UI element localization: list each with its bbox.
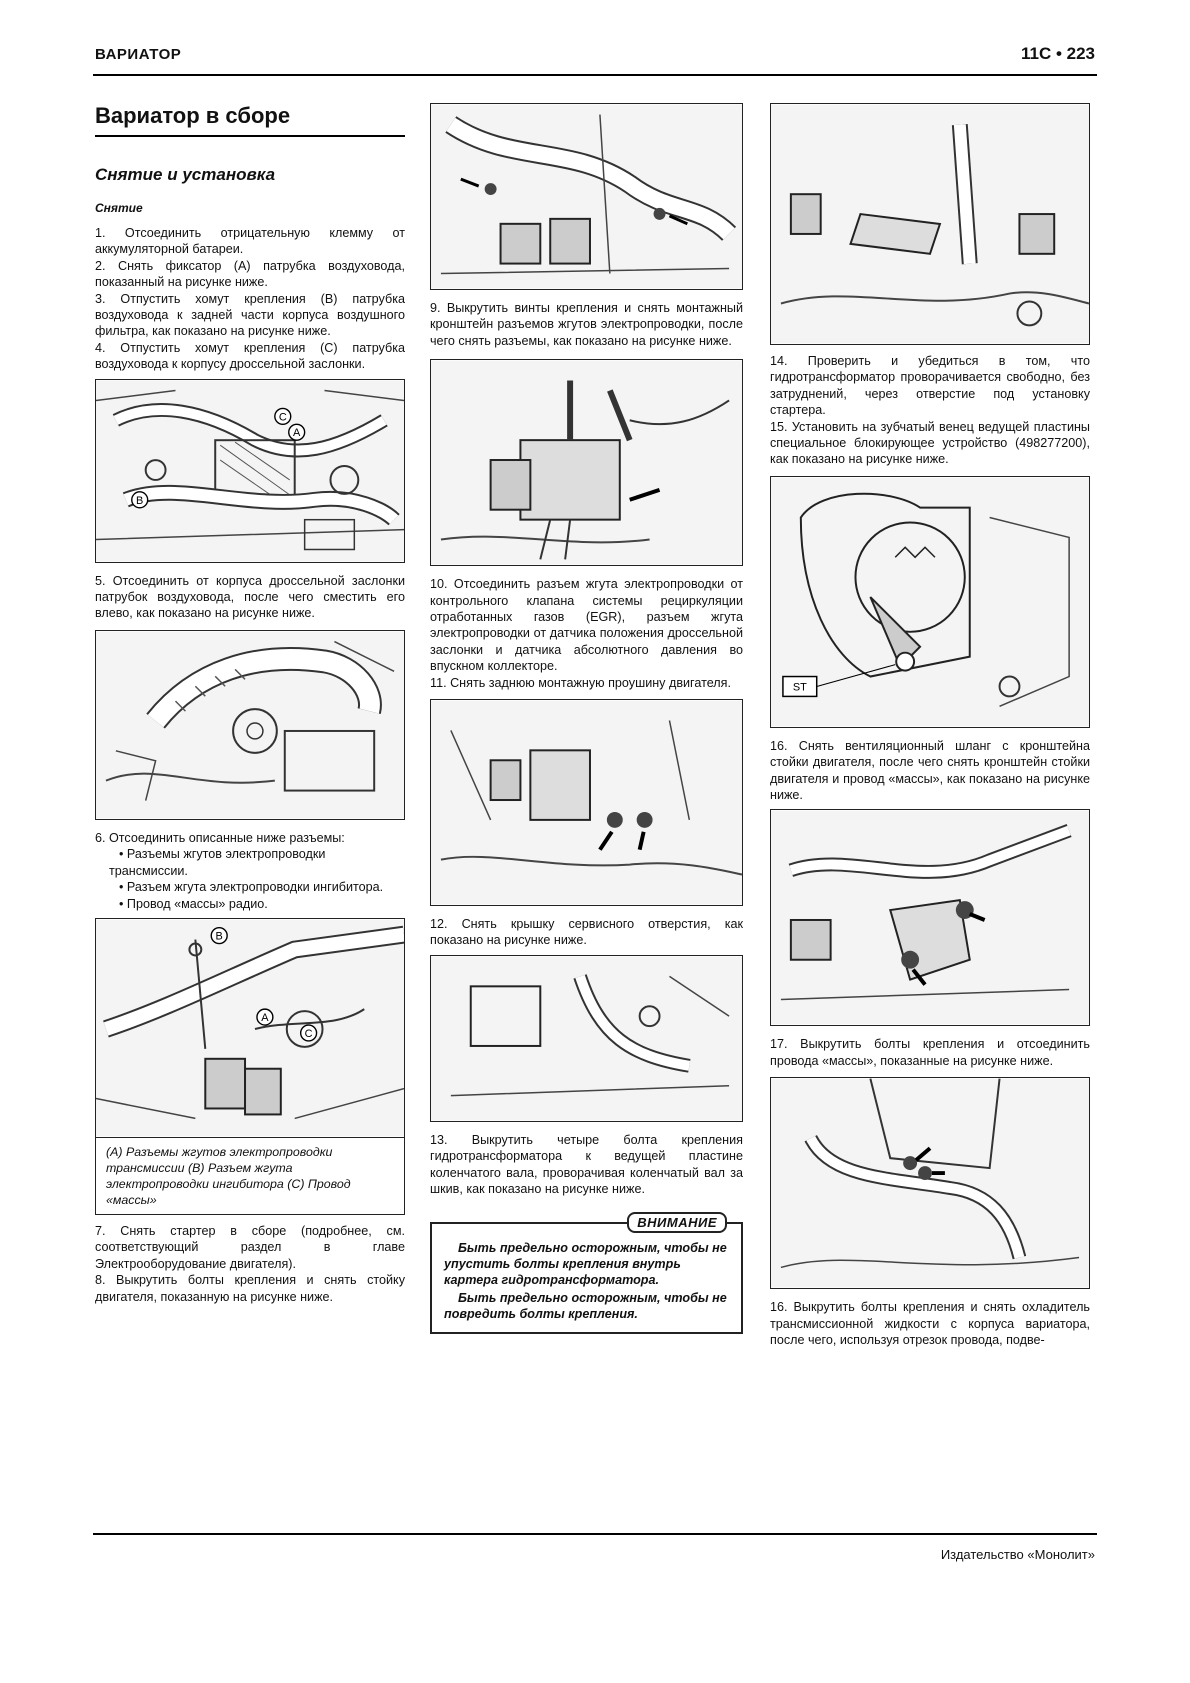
engine-illustration-1 — [96, 380, 404, 562]
warning-label: ВНИМАНИЕ — [627, 1212, 727, 1233]
figure-bracket — [430, 103, 743, 290]
step-10: 10. Отсоединить разъем жгута электропроводки от контрольного клапана системы рециркуляции отработанных газов (EGR), разъем жгута электропроводки от датчика положения дроссельной заслонки и датчика абсолютного давления во впускном коллекторе. — [430, 577, 743, 674]
column-1 — [95, 103, 405, 1305]
engine-illustration-7 — [431, 956, 742, 1121]
warning-box — [430, 1214, 743, 1334]
step-12: 12. Снять крышку сервисного отверстия, как показано на рисунке ниже. — [430, 917, 743, 948]
column-3 — [770, 103, 1090, 1349]
step-14: 14. Проверить и убедиться в том, что гидротрансформатор проворачивается свободно, без затруднений, через отверстие под установку стартера. — [770, 354, 1090, 418]
step-15: 15. Установить на зубчатый венец ведущей пластины специальное блокирующее устройство (498277200), как показано на рисунке ниже. — [770, 419, 1090, 467]
step-8: 8. Выкрутить болты крепления и снять стойку двигателя, показанную на рисунке ниже. — [95, 1273, 405, 1304]
figure-connectors — [95, 918, 405, 1138]
engine-illustration-3 — [96, 919, 404, 1137]
st-label: ST — [792, 681, 807, 694]
figure-engine-lug — [430, 699, 743, 906]
figure-fluid-cooler — [770, 1077, 1090, 1289]
engine-illustration-11 — [771, 1078, 1089, 1288]
step-17: 17. Выкрутить болты крепления и отсоединить провода «массы», показанные на рисунке ниже. — [770, 1037, 1090, 1068]
column-2 — [430, 103, 743, 1334]
engine-illustration-4 — [431, 104, 742, 289]
warning-2: Быть предельно осторожным, чтобы не повредить болты крепления. — [444, 1290, 727, 1321]
step-7: 7. Снять стартер в сборе (подробнее, см. соответствующий раздел в главе Электрооборудование двигателя). — [95, 1223, 405, 1271]
publisher: Издательство «Монолит» — [940, 1547, 1095, 1562]
figure-service-cover — [430, 955, 743, 1122]
step-5: 5. Отсоединить от корпуса дроссельной заслонки патрубок воздуховода, после чего сместить его влево, как показано на рисунке ниже. — [95, 573, 405, 621]
label-c: C — [278, 410, 287, 423]
label-c2: C — [304, 1027, 313, 1040]
subsection-title: Снятие — [95, 201, 143, 215]
engine-illustration-8 — [771, 104, 1089, 344]
bullet-3: • Провод «массы» радио. — [119, 896, 268, 911]
section-name: ВАРИАТОР — [95, 46, 182, 63]
figure-egr-connector — [430, 359, 743, 566]
step-11: 11. Снять заднюю монтажную проушину двигателя. — [430, 675, 731, 690]
step-13: 13. Выкрутить четыре болта крепления гидротрансформатора к ведущей пластине коленчатого вала, проворачивая коленчатый вал за шкив, как показано на рисунке ниже. — [430, 1132, 743, 1197]
bullet-1: • Разъемы жгутов электропроводки трансмиссии. — [109, 847, 326, 878]
step-1: 1. Отсоединить отрицательную клемму от аккумуляторной батареи. — [95, 226, 405, 257]
engine-illustration-9 — [771, 477, 1089, 727]
step-16b: 16. Выкрутить болты крепления и снять охладитель трансмиссионной жидкости с корпуса вариатора, после чего, используя отрезок провода, подве- — [770, 1300, 1090, 1348]
step-16a: 16. Снять вентиляционный шланг с кронштейна стойки двигателя, после чего снять кронштейн стойки двигателя и провод «массы», как показано на рисунке ниже. — [770, 738, 1090, 803]
bullet-2: • Разъем жгута электропроводки ингибитора. — [119, 880, 384, 895]
page-footer — [93, 1533, 1097, 1562]
step-4: 4. Отпустить хомут крепления (C) патрубка воздуховода к корпусу дроссельной заслонки. — [95, 340, 405, 372]
page-number: 11C • 223 — [1020, 44, 1095, 63]
figure-intake-duct — [95, 379, 405, 563]
label-a: A — [293, 426, 301, 439]
figure-locking-tool — [770, 476, 1090, 728]
figure-starter-hole — [770, 103, 1090, 345]
engine-illustration-10 — [771, 810, 1089, 1025]
step-9: 9. Выкрутить винты крепления и снять монтажный кронштейн разъемов жгутов электропроводки, после чего снять разъемы, как показано на рисунке ниже. — [430, 301, 743, 348]
step-3: 3. Отпустить хомут крепления (B) патрубка воздуховода к задней части корпуса воздушного фильтра, как показано на рисунке ниже. — [95, 291, 405, 339]
step-6: 6. Отсоединить описанные ниже разъемы: — [95, 830, 345, 845]
engine-illustration-6 — [431, 700, 742, 905]
figure-duct-shifted — [95, 630, 405, 820]
figure-caption: (A) Разъемы жгутов электропроводки трансмиссии (B) Разъем жгута электропроводки ингибитора (C) Провод «массы» — [95, 1138, 405, 1215]
engine-illustration-2 — [96, 631, 404, 819]
engine-illustration-5 — [431, 360, 742, 565]
warning-1: Быть предельно осторожным, чтобы не упустить болты крепления внутрь картера гидротрансформатора. — [444, 1240, 727, 1287]
label-a2: A — [261, 1011, 269, 1024]
step-2: 2. Снять фиксатор (A) патрубка воздуховода, показанный на рисунке ниже. — [95, 258, 405, 290]
page-header — [93, 44, 1097, 76]
figure-engine-mount-bracket — [770, 809, 1090, 1026]
label-b2: B — [215, 930, 223, 943]
section-title: Вариатор в сборе — [95, 103, 405, 137]
label-b: B — [136, 494, 144, 507]
subtitle: Снятие и установка — [95, 165, 276, 184]
